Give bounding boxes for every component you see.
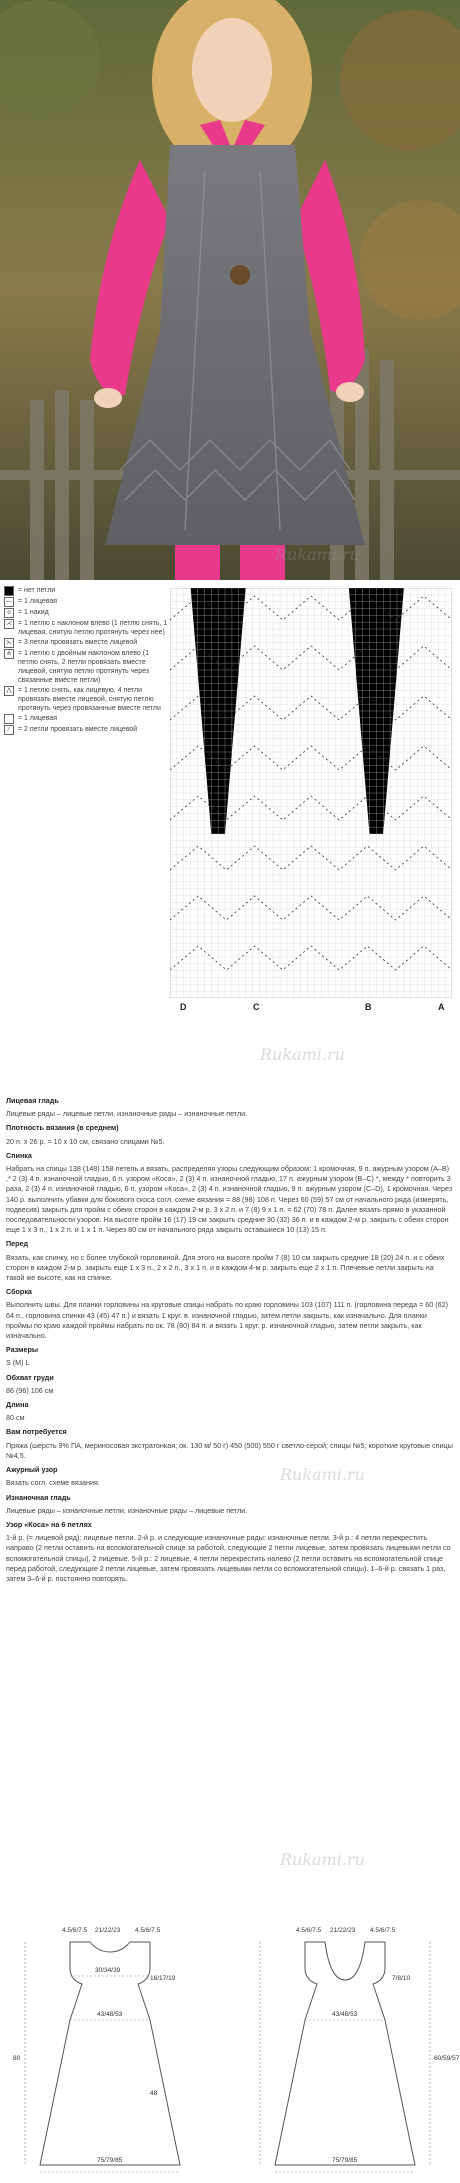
knitting-chart-grid (170, 588, 452, 998)
schematic-drawings (0, 1920, 460, 2178)
section-title: Сборка (6, 1287, 32, 1297)
front-chest: 43/48/53 (332, 2011, 358, 2018)
section-title: Узор «Коса» на 6 петлях (6, 1519, 92, 1529)
section-body: Вязать, как спинку, но с более глубокой горловиной. Для этого на высоте пройм 7 (8) 10 см закрыть средние 18 (20) 24 п. и с обеих сторон в каждом 2-м р. закрыть еще 1 x 3 п., 2 x 2 п., 3 x 1 п. и в каждом 4-м р. закрыть еще 2 x 1 п. Плечевые петли закрыть на такой же высоте, как на спинке. (6, 1252, 445, 1283)
back-neck: 30/34/39 (95, 1967, 121, 1974)
legend-text: = нет петли (18, 587, 56, 594)
legend-symbol: — (6, 599, 12, 605)
back-lower: 48 (150, 2090, 158, 2097)
section-body: 86 (96) 106 см (6, 1385, 54, 1395)
back-chest: 43/48/53 (97, 2011, 123, 2018)
section-title: Обхват груди (6, 1372, 54, 1382)
legend-item (4, 714, 168, 724)
section-title: Плотность вязания (в среднем) (6, 1123, 119, 1133)
section-title: Спинка (6, 1150, 32, 1160)
legend-symbol (4, 586, 14, 596)
legend-item (4, 608, 168, 618)
legend-item (4, 597, 168, 607)
legend-symbol: o (4, 608, 14, 618)
section-body: S (M) L (6, 1358, 30, 1368)
section-title: Длина (6, 1400, 29, 1410)
model-photo (0, 0, 460, 580)
chart-cells (170, 588, 452, 998)
section-body: 1-й р. (= лицевой ряд): лицевые петли. 2-й р. и следующие изнаночные ряды: изнаночные петли. 3-й р.: 4 петли перекрестить направо (2 петли оставить на вспомогательной спице за работой, следующие 2 петли лицевые, затем провязать лицевыми петли со вспомогательной спицы), 2 лицевые. 5-й р.: 2 лицевые, 4 петли перекрестить налево (2 петли оставить на вспомогательной спице перед работой, следующие 2 петли лицевые, затем провязать лицевыми петли со вспомогательной спицы). 1–6-й р. связать 1 раз, затем 3–6-й р. постоянно повторять. (6, 1533, 451, 1583)
legend-text: = 1 петлю с наклоном влево (1 петлю снять, 1 лицевая, снятую петлю протянуть через нее) (18, 620, 168, 636)
chart-label-a: A (438, 1002, 445, 1012)
chart-label-d: D (180, 1002, 187, 1012)
section-body: Лицевые ряды – изнаночные петли, изнаночные ряды – лицевые петли. (6, 1505, 248, 1515)
front-top-left: 4.5/6/7.5 (296, 1927, 322, 1934)
watermark: Rukami.ru (280, 1850, 365, 1869)
legend-text: = 3 петли провязать вместе лицевой (18, 639, 138, 646)
legend-symbol: ⋋ (6, 640, 12, 646)
instructions-text (6, 1092, 454, 1587)
legend-symbol: ⋔ (4, 649, 14, 659)
watermark: Rukami.ru (280, 1465, 365, 1484)
chart-label-c: C (253, 1002, 260, 1012)
section-body: 20 п. x 26 р. = 10 x 10 см, связано спицами №5. (6, 1136, 165, 1146)
section-title: Вам потребуется (6, 1427, 67, 1437)
back-top-right: 4.5/6/7.5 (135, 1927, 161, 1934)
legend-text: = 1 лицевая (18, 715, 58, 722)
front-top-right: 4.5/6/7.5 (370, 1927, 396, 1934)
legend-symbol: ∕ (4, 725, 14, 735)
back-height-total: 80 (13, 2055, 21, 2062)
legend-item (4, 725, 168, 735)
watermark: Rukami.ru (275, 545, 360, 564)
section-title: Изнаночная гладь (6, 1492, 71, 1502)
model-photo-illustration (0, 0, 460, 580)
legend-text: = 1 накид (18, 609, 49, 616)
legend-text: = 1 петлю снять, как лицевую, 4 петли провязать вместе лицевой, снятую петлю протянуть через провязанные вместе петли (18, 687, 161, 712)
legend-symbol (4, 714, 14, 724)
legend-text: = 1 лицевая (18, 598, 58, 605)
garment-schematics (0, 1920, 460, 2178)
legend-text: = 1 петлю с двойным наклоном влево (1 петлю снять, 2 петли провязать вместе лицевой, снятую петлю протянуть через связанные вместе петли) (18, 650, 150, 684)
chart-label-b: B (365, 1002, 372, 1012)
section-body: Лицевые ряды – лицевые петли, изнаночные ряды – изнаночные петли. (6, 1109, 248, 1119)
back-top-mid: 21/22/23 (95, 1927, 121, 1934)
section-title: Лицевая гладь (6, 1096, 59, 1105)
section-title: Размеры (6, 1345, 39, 1355)
watermark: Rukami.ru (260, 1045, 345, 1064)
legend-item (4, 638, 168, 648)
legend-item (4, 619, 168, 637)
chart-legend (4, 586, 168, 736)
legend-item (4, 686, 168, 713)
back-top-left: 4.5/6/7.5 (62, 1927, 88, 1934)
section-body: Пряжа (шерсть 9% ПА, мериносовая экстратонкая; ок. 130 м/ 50 г) 450 (500) 550 г светло-серой; спицы №5; короткие круговые спицы №4,5. (6, 1440, 453, 1460)
legend-text: = 2 петли провязать вместе лицевой (18, 726, 138, 733)
section-title: Перед (6, 1239, 29, 1249)
front-armhole: 7/8/10 (392, 1975, 411, 1982)
section-body: Набрать на спицы 138 (148) 158 петель и вязать, распределяя узоры следующим образом: 1 кромочная, 9 п. ажурным узором (A–B) ,* 2 (3) 4 п. изнаночной гладью, 6 п. узором «Коса», 2 (3) 4 п. изнаночной гладью, 17 п. ажурным узором (B–C) *, между * повторить 3 раза, 2 (3) 4 п. изнаночной гладью, 6 п. узором «Коса», 2 (3) 4 п. изнаночной гладью, 9 п. ажурным узором (C–D), 1 кромочная. Через 140 р. выполнить убавки для бокового скоса согл. схеме вязания = 88 (98) 108 п. Через 60 (59) 57 см от начального ряда (измерять, подвесив) закрыть для пройм с обеих сторон в каждом 2-м р. 3 x 2 п. и 7 (8) 9 x 1 п. = 62 (70) 78 п. Далее вязать прямо в указанной последовательности узоров. На высоте пройм 16 (17) 19 см закрыть средние 30 (32) 36 п. и в каждом 2-м р. закрыть с обеих сторон еще 1 x 3 п., 1 x 2 п. и 1 x 1 п. Через 80 см от начального ряда закрыть оставшиеся 10 (13) 15 п. (6, 1164, 453, 1235)
back-hem: 75/79/85 (97, 2157, 123, 2164)
legend-symbol: ⋀ (4, 686, 14, 696)
section-body: 80 см (6, 1413, 25, 1423)
legend-item (4, 586, 168, 596)
back-armhole: 16/17/19 (150, 1975, 176, 1982)
legend-symbol: ⋌ (6, 621, 12, 627)
section-body: Выполнить швы. Для планки горловины на круговые спицы набрать по краю горловины 103 (107) 111 п. (горловина переда = 60 (62) 64 п., горловина спинки 43 (45) 47 п.) и вязать 1 круг. в. изнаночной гладью, затем петли закрыть, как изначально. Для планки проймы по краю каждой проймы набрать по ок. 78 (80) 84 п. и вязать 1 круг. р. изнаночной гладью, затем петли закрыть, как изначально. (6, 1300, 449, 1341)
front-total: 60/59/57 (434, 2055, 460, 2062)
legend-item (4, 649, 168, 685)
section-title: Ажурный узор (6, 1465, 58, 1475)
knitting-chart-section (0, 580, 460, 1080)
section-body: Вязать согл. схеме вязания. (6, 1478, 100, 1488)
front-hem: 75/79/85 (332, 2157, 358, 2164)
front-top-mid: 21/22/23 (330, 1927, 356, 1934)
